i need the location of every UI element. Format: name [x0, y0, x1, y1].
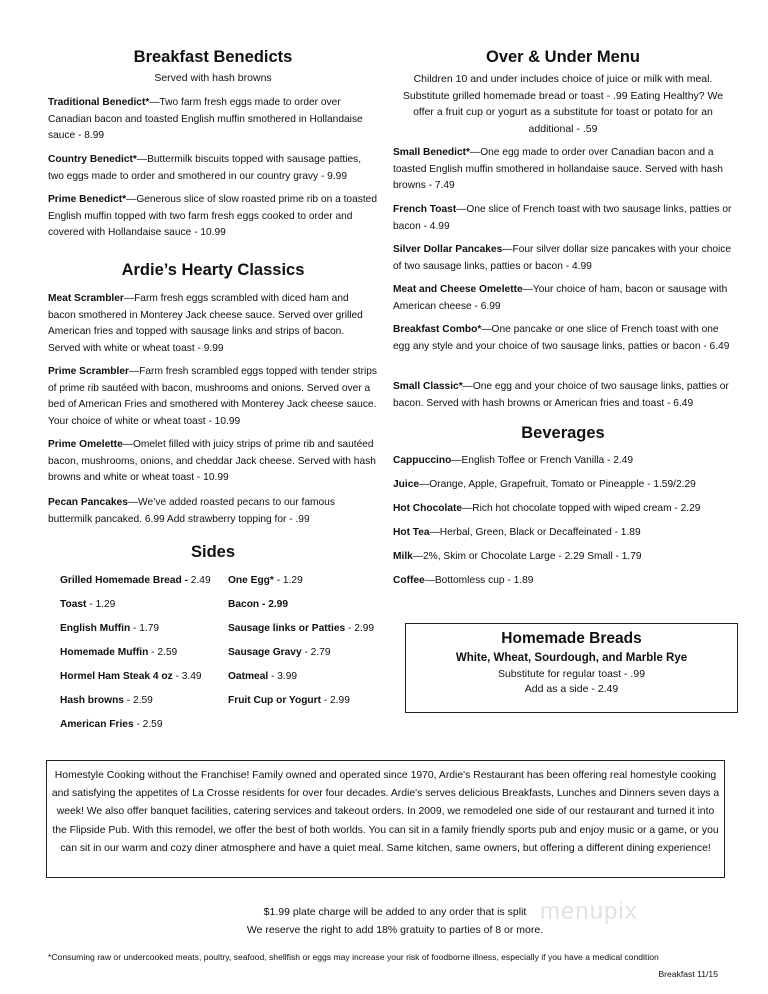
item-name: Country Benedict*: [48, 154, 137, 165]
side-name: English Muffin: [60, 623, 131, 634]
item-name: Pecan Pancakes: [48, 497, 128, 508]
side-name: Homemade Muffin: [60, 647, 149, 658]
over-under-intro: Children 10 and under includes choice of juice or milk with meal. Substitute grilled homemade bread or toast - .99 Eating Healthy? We offer a fruit cup or yogurt as a substitute for toast or potato for an additional - .59: [402, 73, 724, 136]
menu-item: [393, 282, 733, 315]
side-name: American Fries: [60, 719, 134, 730]
beverage-item: [393, 551, 642, 562]
item-name: Meat Scrambler: [48, 293, 124, 304]
menu-item: [48, 495, 378, 528]
item-desc: —2%, Skim or Chocolate Large - 2.29 Small - 1.79: [412, 551, 642, 562]
beverages-title: Beverages: [521, 424, 605, 442]
item-name: Prime Omelette: [48, 439, 123, 450]
side-name: Sausage Gravy: [228, 647, 302, 658]
item-desc: —Bottomless cup - 1.89: [424, 575, 534, 586]
side-price: 2.49: [187, 575, 211, 586]
side-item: [228, 575, 303, 586]
breads-title: Homemade Breads: [501, 630, 642, 647]
item-name: Traditional Benedict*: [48, 97, 150, 108]
item-desc: —Two farm fresh eggs made to order over Canadian bacon and toasted English muffin smothered in Hollandaise sauce - 8.99: [48, 97, 363, 142]
item-desc: —We’ve added roasted pecans to our famous buttermilk pancaked. 6.99 Add strawberry topping for - .99: [48, 497, 335, 525]
beverage-item: [393, 527, 641, 538]
item-name: Prime Benedict*: [48, 194, 127, 205]
gratuity-note: We reserve the right to add 18% gratuity to parties of 8 or more.: [246, 924, 544, 936]
menupix-watermark: menupix: [540, 898, 638, 925]
beverage-item: [393, 503, 700, 514]
side-item: [60, 623, 159, 634]
side-item: [228, 671, 297, 682]
about-text: Homestyle Cooking without the Franchise! Family owned and operated since 1970, Ardie's Restaurant has been offering real homestyle cooking and satisfying the appetites of La Crosse residents for over four decades. Ardie's serves delicious Breakfasts, Lunches and Dinners seven days a week! We also offer banquet facilities, catering services and takeout orders. In 2009, we remodeled one side of our restaurant and turned it into the Flipside Pub. With this remodel, we offer the best of both worlds. You can sit in a family friendly sports pub and enjoy music or a game, or you can sit in our warm and cozy diner atmosphere and have a quiet meal. Same kitchen, same owners, but offering a different dining experience!: [51, 770, 720, 854]
item-name: Hot Tea: [393, 527, 430, 538]
plate-charge-note: $1.99 plate charge will be added to any order that is split: [263, 906, 527, 918]
side-item: [228, 647, 331, 658]
item-name: French Toast: [393, 204, 457, 215]
side-price: - 1.29: [86, 599, 116, 610]
item-desc: —Your choice of ham, bacon or sausage with American cheese - 6.99: [393, 284, 728, 312]
side-price: - 2.59: [148, 647, 178, 658]
side-price: - 3.99: [268, 671, 298, 682]
item-name: Breakfast Combo*: [393, 324, 482, 335]
about-box: [46, 760, 725, 878]
side-name: Hormel Ham Steak 4 oz: [60, 671, 173, 682]
over-under-title: Over & Under Menu: [485, 48, 641, 66]
side-name: Sausage links or Patties: [228, 623, 346, 634]
menu-item: [393, 379, 733, 412]
item-name: Small Benedict*: [393, 147, 470, 158]
item-desc: —One egg made to order over Canadian bacon and a toasted English muffin smothered in hollandaise sauce. Served with hash browns - 7.49: [393, 147, 723, 192]
breads-side: Add as a side - 2.49: [524, 683, 619, 695]
item-desc: —Farm fresh scrambled eggs topped with tender strips of prime rib sautéed with bacon, mushrooms and onions. Served over a bed of American Fries and smothered with Monterey Jack cheese sauce. Your choice of white or wheat toast - 10.99: [48, 366, 377, 428]
item-desc: —One egg and your choice of two sausage links, patties or bacon. Served with hash browns or American fries and toast - 6.49: [393, 381, 729, 409]
menu-item: [393, 242, 733, 275]
menu-item: [48, 291, 378, 358]
item-desc: —Farm fresh eggs scrambled with diced ham and bacon smothered in Monterey Jack cheese sauce. Served over grilled American fries and topped with sausage links and strips of bacon. Served with white or wheat toast - 9.99: [48, 293, 363, 355]
side-item: [60, 719, 163, 730]
menu-item: [48, 192, 378, 242]
beverage-item: [393, 455, 633, 466]
side-item: [60, 695, 153, 706]
version-label: Breakfast 11/15: [658, 969, 718, 979]
side-name: Fruit Cup or Yogurt: [228, 695, 321, 706]
item-desc: —One slice of French toast with two sausage links, patties or bacon - 4.99: [393, 204, 732, 232]
item-name: Prime Scrambler: [48, 366, 129, 377]
item-desc: —Generous slice of slow roasted prime rib on a toasted English muffin topped with two farm fresh eggs cooked to order and covered with Hollandaise sauce - 10.99: [48, 194, 377, 239]
item-desc: —Four silver dollar size pancakes with your choice of two sausage links, patties or bacon - 4.99: [393, 244, 732, 272]
menu-item: [48, 152, 378, 185]
breads-subtitle: White, Wheat, Sourdough, and Marble Rye: [455, 652, 688, 664]
item-desc: —Orange, Apple, Grapefruit, Tomato or Pineapple - 1.59/2.29: [419, 479, 696, 490]
menu-item: [393, 322, 733, 355]
menu-item: [393, 202, 733, 235]
beverage-item: [393, 575, 533, 586]
side-name: One Egg*: [228, 575, 274, 586]
side-name: Grilled Homemade Bread -: [60, 575, 188, 586]
side-price: - 2.99: [345, 623, 375, 634]
beverage-item: [393, 479, 696, 490]
side-price: - 1.79: [130, 623, 160, 634]
breads-substitute: Substitute for regular toast - .99: [497, 668, 646, 680]
item-desc: —Omelet filled with juicy strips of prime rib and sautéed bacon, mushrooms, onions, and cheddar Jack cheese. Served with hash browns and white or wheat toast - 10.99: [48, 439, 376, 484]
side-item: [228, 623, 374, 634]
homemade-breads-box: [405, 623, 738, 713]
side-item: [60, 647, 177, 658]
side-price: - 2.59: [123, 695, 153, 706]
side-name: Toast: [60, 599, 87, 610]
classics-title: Ardie’s Hearty Classics: [121, 261, 305, 279]
menu-item: [48, 437, 378, 487]
benedicts-subtitle: Served with hash browns: [154, 72, 272, 84]
item-name: Juice: [393, 479, 420, 490]
item-desc: —Rich hot chocolate topped with wiped cream - 2.29: [462, 503, 701, 514]
side-price: - 2.79: [301, 647, 331, 658]
side-item: [60, 599, 115, 610]
benedicts-title: Breakfast Benedicts: [133, 48, 293, 66]
side-price: - 1.29: [273, 575, 303, 586]
menu-item: [48, 95, 378, 145]
side-name: Hash browns: [60, 695, 124, 706]
menu-item: [48, 364, 378, 431]
side-item: [60, 575, 211, 586]
side-name: Bacon - 2.99: [228, 599, 289, 610]
side-price: - 3.49: [172, 671, 202, 682]
item-name: Cappuccino: [393, 455, 452, 466]
footnote: *Consuming raw or undercooked meats, poultry, seafood, shellfish or eggs may increase your risk of foodborne illness, especially if you have a medical condition: [48, 952, 659, 962]
sides-title: Sides: [190, 543, 236, 561]
item-name: Hot Chocolate: [393, 503, 463, 514]
item-name: Small Classic*: [393, 381, 463, 392]
side-price: - 2.99: [321, 695, 350, 706]
menu-item: [393, 145, 733, 195]
side-name: Oatmeal: [228, 671, 269, 682]
side-item: [60, 671, 202, 682]
side-price: - 2.59: [133, 719, 163, 730]
side-item: [228, 695, 350, 706]
item-desc: —Herbal, Green, Black or Decaffeinated - 1.89: [429, 527, 641, 538]
item-name: Milk: [393, 551, 413, 562]
item-name: Coffee: [393, 575, 425, 586]
item-desc: —English Toffee or French Vanilla - 2.49: [451, 455, 634, 466]
item-name: Meat and Cheese Omelette: [393, 284, 523, 295]
item-desc: —Buttermilk biscuits topped with sausage patties, two eggs made to order and smothered in our country gravy - 9.99: [48, 154, 362, 182]
side-item: [228, 599, 288, 610]
item-name: Silver Dollar Pancakes: [393, 244, 503, 255]
item-desc: —One pancake or one slice of French toast with one egg any style and your choice of two sausage links, patties or bacon - 6.49: [393, 324, 730, 352]
